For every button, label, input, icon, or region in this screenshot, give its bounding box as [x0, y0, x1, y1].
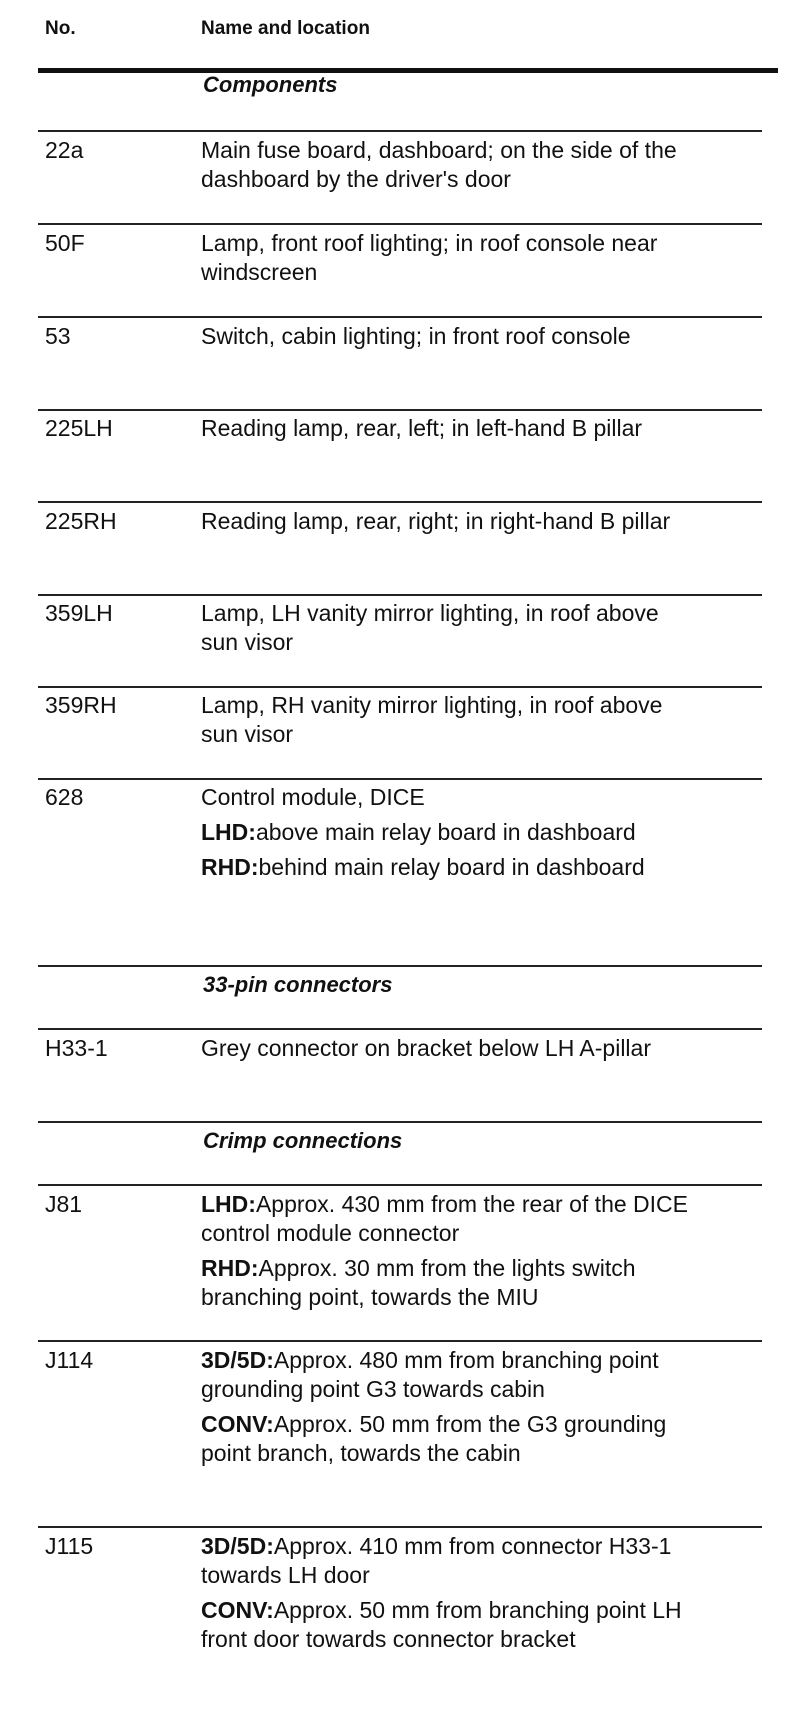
row-divider [38, 1184, 762, 1186]
row-no: J114 [45, 1347, 94, 1373]
section-heading-33-pin-connectors: 33-pin connectors [203, 972, 393, 997]
row-divider [38, 965, 762, 967]
section-heading-crimp-connections: Crimp connections [203, 1128, 403, 1153]
column-header-no: No. [45, 18, 76, 39]
row-description [201, 783, 701, 882]
variant-tag: LHD: [201, 1191, 256, 1217]
variant-text: above main relay board in dashboard [255, 819, 636, 845]
row-no: 628 [45, 784, 84, 810]
row-divider [38, 1028, 762, 1030]
variant-tag: 3D/5D: [201, 1347, 274, 1373]
row-no: 359LH [45, 600, 113, 626]
row-description-line: Control module, DICE [201, 784, 425, 810]
row-divider [38, 130, 762, 132]
row-no: 22a [45, 137, 84, 163]
variant-text: Approx. 480 mm from branching point grounding point G3 towards cabin [201, 1347, 659, 1402]
row-no: J81 [45, 1191, 83, 1217]
row-description: Main fuse board, dashboard; on the side of the dashboard by the driver's door [201, 137, 677, 192]
row-description: Lamp, front roof lighting; in roof console near windscreen [201, 230, 658, 285]
variant-text: Approx. 430 mm from the rear of the DICE control module connector [201, 1191, 688, 1246]
variant-tag: CONV: [201, 1597, 274, 1623]
variant-line [201, 1346, 701, 1404]
variant-line [201, 1254, 701, 1312]
row-description: Reading lamp, rear, left; in left-hand B pillar [201, 415, 643, 441]
variant-tag: RHD: [201, 854, 259, 880]
row-divider [38, 501, 762, 503]
variant-line [201, 1532, 701, 1590]
row-description [201, 1346, 701, 1468]
row-divider [38, 1121, 762, 1123]
variant-text: Approx. 50 mm from the G3 grounding point branch, towards the cabin [201, 1411, 667, 1466]
row-no: J115 [45, 1533, 94, 1559]
row-divider [38, 1340, 762, 1342]
row-divider [38, 778, 762, 780]
variant-tag: CONV: [201, 1411, 274, 1437]
variant-tag: RHD: [201, 1255, 259, 1281]
row-divider [38, 686, 762, 688]
variant-line [201, 1190, 701, 1248]
row-no: 225RH [45, 508, 117, 534]
row-no: 225LH [45, 415, 113, 441]
row-divider [38, 223, 762, 225]
variant-text: behind main relay board in dashboard [258, 854, 645, 880]
variant-text: Approx. 410 mm from connector H33-1 towards LH door [201, 1533, 672, 1588]
variant-line [201, 1410, 701, 1468]
row-divider [38, 594, 762, 596]
column-header-name-location: Name and location [201, 18, 370, 39]
row-description [201, 1190, 701, 1312]
row-description: Lamp, LH vanity mirror lighting, in roof above sun visor [201, 600, 659, 655]
row-divider [38, 409, 762, 411]
variant-text: Approx. 50 mm from branching point LH front door towards connector bracket [201, 1597, 682, 1652]
variant-tag: 3D/5D: [201, 1533, 274, 1559]
variant-text: Approx. 30 mm from the lights switch branching point, towards the MIU [201, 1255, 636, 1310]
section-heading-components: Components [203, 72, 338, 97]
row-description: Reading lamp, rear, right; in right-hand B pillar [201, 508, 671, 534]
header-divider [38, 68, 778, 73]
row-description: Switch, cabin lighting; in front roof console [201, 323, 631, 349]
variant-line [201, 1596, 701, 1654]
variant-line [201, 853, 701, 882]
row-description: Lamp, RH vanity mirror lighting, in roof above sun visor [201, 692, 663, 747]
row-divider [38, 316, 762, 318]
variant-line [201, 818, 701, 847]
row-no: 50F [45, 230, 85, 256]
row-divider [38, 1526, 762, 1528]
row-no: 359RH [45, 692, 117, 718]
row-no: H33-1 [45, 1035, 108, 1061]
variant-tag: LHD: [201, 819, 256, 845]
row-no: 53 [45, 323, 71, 349]
row-description: Grey connector on bracket below LH A-pillar [201, 1035, 651, 1061]
row-description [201, 1532, 701, 1654]
